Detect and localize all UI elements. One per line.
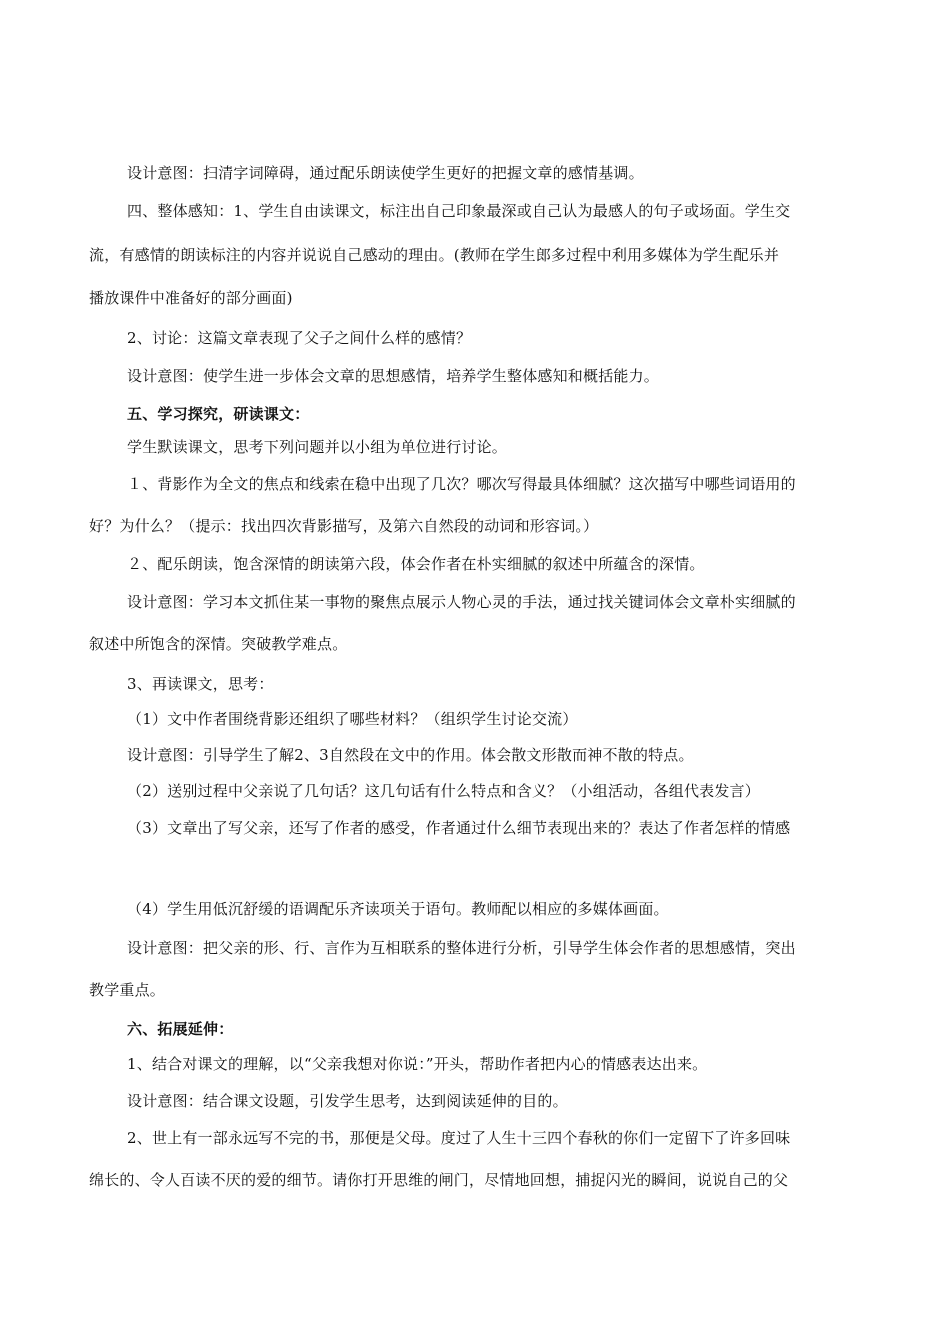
paragraph-line: 叙述中所饱含的深情。突破教学难点。 [89,635,348,653]
question-line: （4）学生用低沉舒缓的语调配乐齐读项关于语句。教师配以相应的多媒体画面。 [127,900,669,918]
question-line: 2、讨论：这篇文章表现了父子之间什么样的感情？ [127,329,472,347]
paragraph-line: 流，有感情的朗读标注的内容并说说自己感动的理由。(教师在学生郎多过程中利用多媒体为学生配乐并 [89,246,780,264]
question-line: 2、世上有一部永远写不完的书，那便是父母。度过了人生十三四个春秋的你们一定留下了许多回味 [127,1129,791,1147]
paragraph-line: 绵长的、令人百读不厌的爱的细节。请你打开思维的闸门，尽情地回想，捕捉闪光的瞬间，说说自己的父 [89,1171,789,1189]
design-intent-line: 设计意图：扫清字词障碍，通过配乐朗读使学生更好的把握文章的感情基调。 [127,164,644,182]
question-line: （1）文中作者围绕背影还组织了哪些材料？（组织学生讨论交流） [127,710,578,728]
paragraph-line: 播放课件中准备好的部分画面) [89,289,293,307]
paragraph-line: 教学重点。 [89,981,166,999]
design-intent-line: 设计意图：使学生进一步体会文章的思想感情，培养学生整体感知和概括能力。 [127,367,660,385]
section-five-heading: 五、学习探究，研读课文： [127,405,310,423]
section-six-heading: 六、拓展延伸： [127,1020,234,1038]
section-four-line: 四、整体感知：1、学生自由读课文，标注出自己印象最深或自己认为最感人的句子或场面。学生交 [127,202,791,220]
question-line: １、背影作为全文的焦点和线索在稳中出现了几次？哪次写得最具体细腻？这次描写中哪些词语用的 [127,475,796,493]
design-intent-line: 设计意图：学习本文抓住某一事物的聚焦点展示人物心灵的手法，通过找关键词体会文章朴实细腻的 [127,593,796,611]
paragraph-line: 好？为什么？（提示：找出四次背影描写，及第六自然段的动词和形容词。） [89,517,599,535]
question-line: ２、配乐朗读，饱含深情的朗读第六段，体会作者在朴实细腻的叙述中所蕴含的深情。 [127,555,705,573]
question-line: 3、再读课文，思考： [127,675,274,693]
question-line: （3）文章出了写父亲，还写了作者的感受，作者通过什么细节表现出来的？表达了作者怎样的情感 [127,819,791,837]
design-intent-line: 设计意图：把父亲的形、行、言作为互相联系的整体进行分析，引导学生体会作者的思想感情，突出 [127,939,796,957]
design-intent-line: 设计意图：引导学生了解2、3自然段在文中的作用。体会散文形散而神不散的特点。 [127,746,694,764]
design-intent-line: 设计意图：结合课文设题，引发学生思考，达到阅读延伸的目的。 [127,1092,568,1110]
question-line: （2）送别过程中父亲说了几句话？这几句话有什么特点和含义？（小组活动，各组代表发言） [127,782,760,800]
paragraph-line: 学生默读课文，思考下列问题并以小组为单位进行讨论。 [127,438,508,456]
question-line: 1、结合对课文的理解，以“父亲我想对你说：”开头，帮助作者把内心的情感表达出来。 [127,1055,708,1073]
